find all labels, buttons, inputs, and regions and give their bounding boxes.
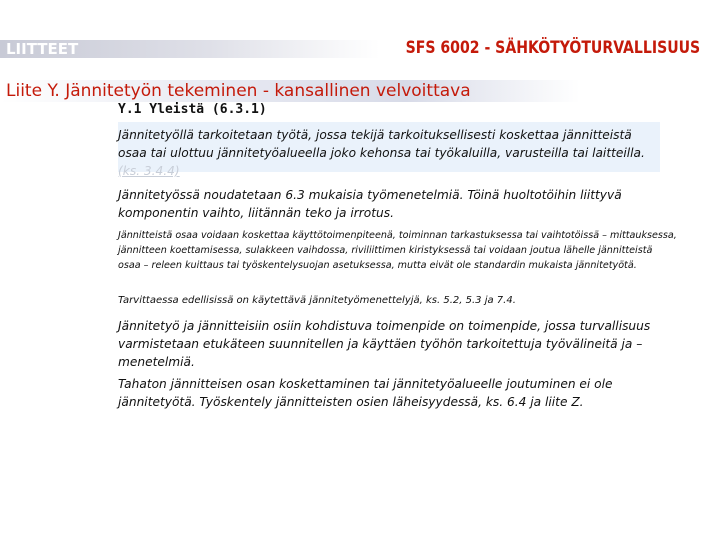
paragraph-touching-live-parts: Jännitteistä osaa voidaan koskettaa käyttötoimenpiteenä, toiminnan tarkastuksessa tai vaihtotöissä – mittauksessa, jännitteen koettamisessa, sulakkeen vaihdossa, riviliittimen kiristyksessä tai voidaan joutua lähelle jännitteistä osaa – releen kuittaus tai työskentelysuojan asetuksessa, mutta eivät ole standardin mukaista jännitetyötä.	[118, 230, 677, 271]
document-title: SFS 6002 - SÄHKÖTYÖTURVALLISUUS	[405, 38, 700, 58]
paragraph-methods: Jännitetyössä noudatetaan 6.3 mukaisia työmenetelmiä. Töinä huoltotöihin liittyvä komponentin vaihto, liitännän teko ja irrotus.	[118, 188, 622, 220]
paragraph-definition	[118, 122, 660, 178]
header-bar	[0, 38, 720, 62]
paragraph-live-work-procedures: Tarvittaessa edellisissä on käytettävä jännitetyömenettelyjä, ks. 5.2, 5.3 ja 7.4.	[118, 295, 516, 306]
paragraph-unintentional-contact: Tahaton jännitteisen osan koskettaminen tai jännitetyöalueelle joutuminen ei ole jännitetyötä. Työskentely jännitteisten osien läheisyydessä, ks. 6.4 ja liite Z.	[118, 377, 613, 409]
definition-text: Jännitetyöllä tarkoitetaan työtä, jossa tekijä tarkoituksellisesti koskettaa jännitteistä osaa tai ulottuu jännitetyöalueella joko kehonsa tai työkaluilla, varusteilla tai laitteilla.	[118, 128, 645, 160]
paragraph-safety: Jännitetyö ja jännitteisiin osiin kohdistuva toimenpide on toimenpide, jossa turvallisuus varmistetaan etukäteen suunnitellen ja käyttäen työhön tarkoitettuja työvälineitä ja –menetelmiä.	[118, 319, 651, 369]
slide-title: Liite Y. Jännitetyön tekeminen - kansallinen velvoittava	[0, 80, 580, 102]
subheading: Y.1 Yleistä (6.3.1)	[118, 102, 267, 117]
reference-link[interactable]: (ks. 3.4.4)	[118, 164, 180, 178]
section-label: LIITTEET	[0, 40, 380, 58]
